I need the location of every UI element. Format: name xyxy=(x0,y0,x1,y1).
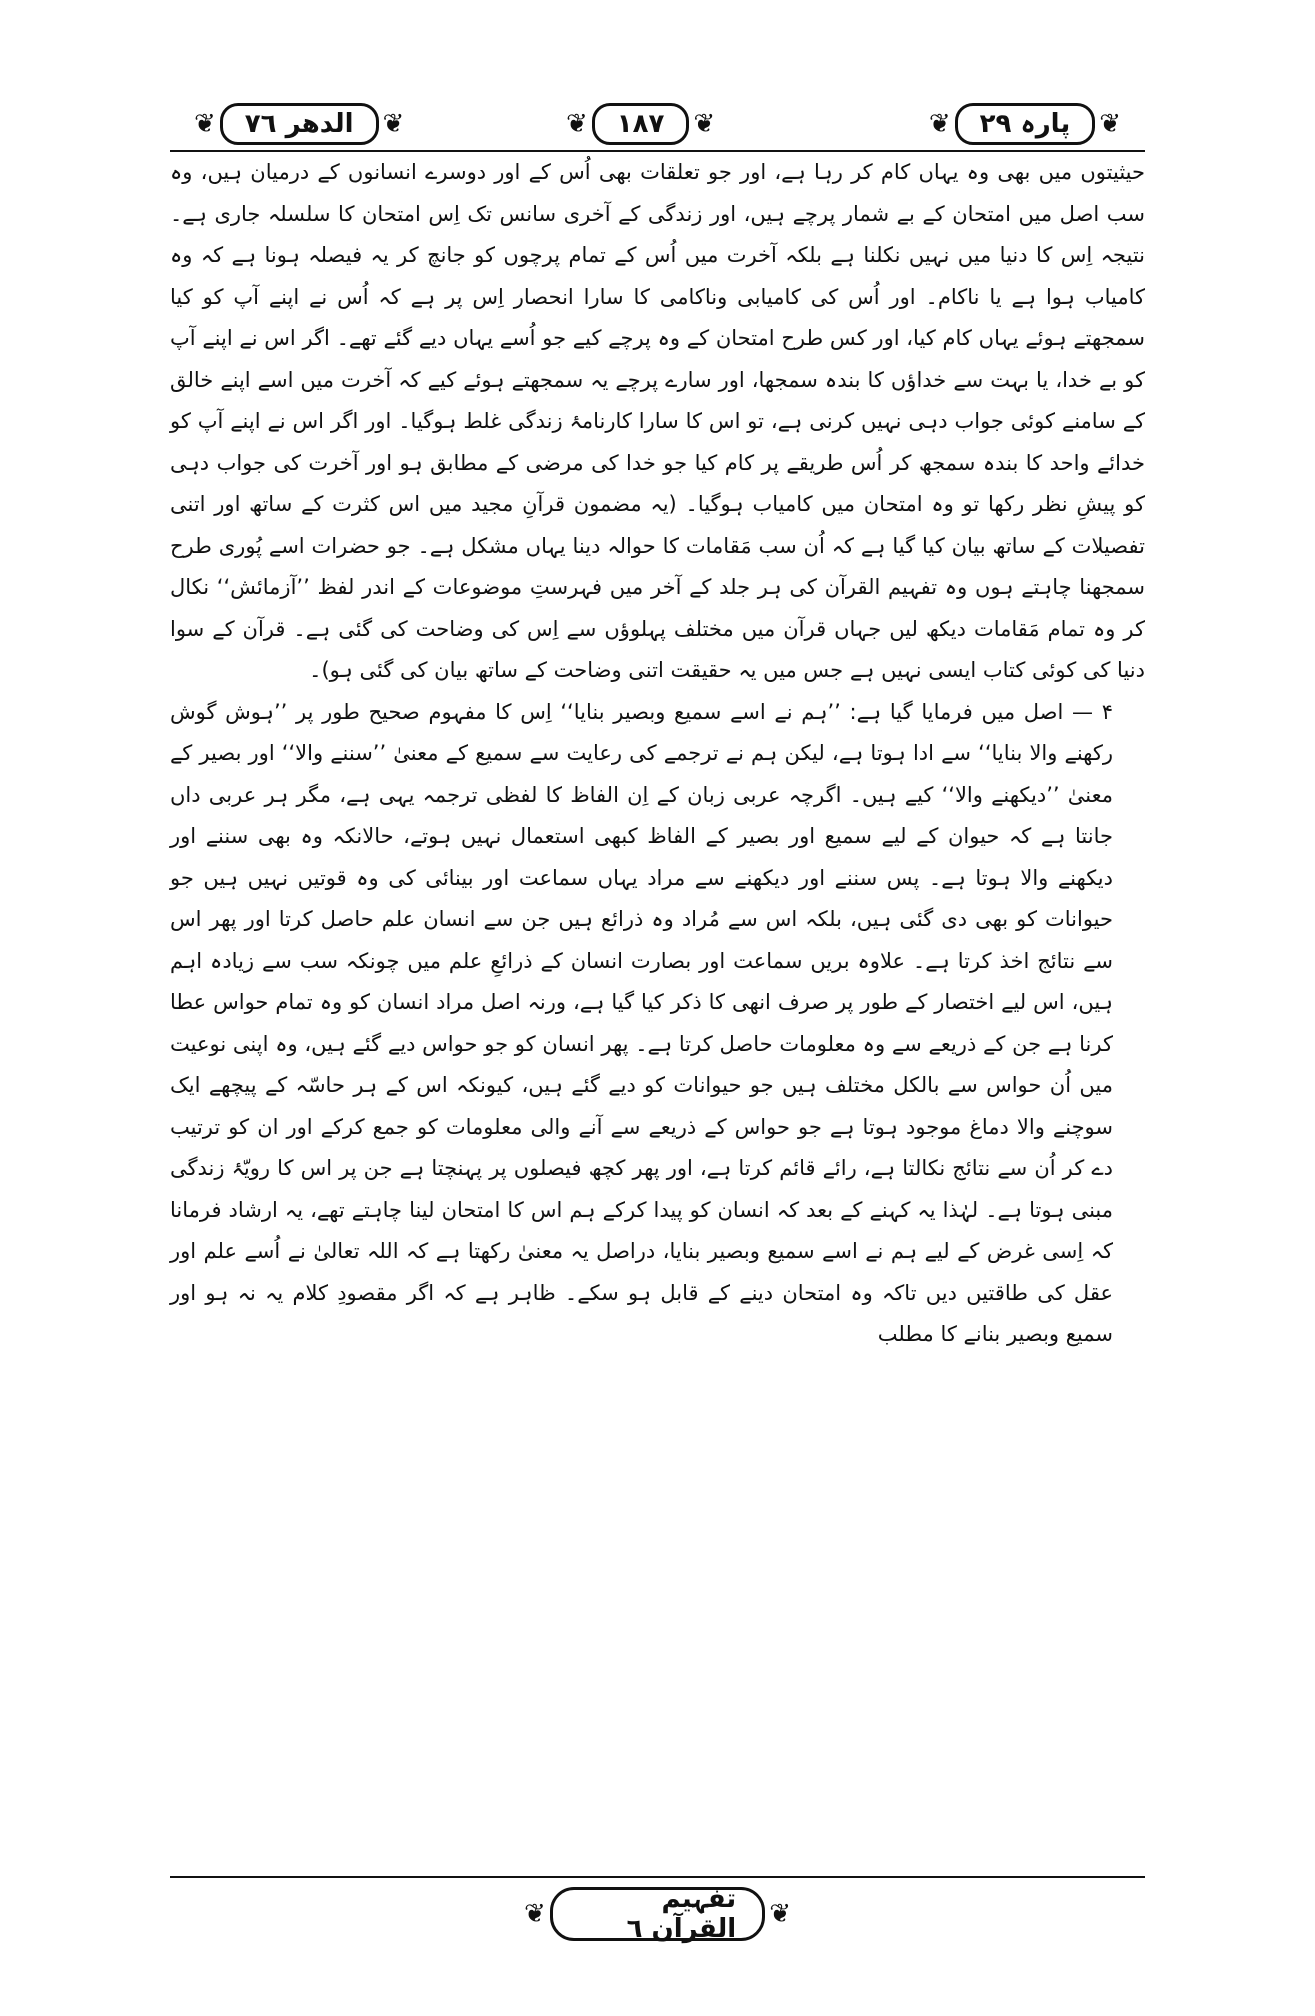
surah-label-box xyxy=(190,104,408,144)
paragraph-2: ۴ — اصل میں فرمایا گیا ہے: ’’ہم نے اسے سمیع وبصیر بنایا‘‘ اِس کا مفہوم صحیح طور پر ’’ہوش گوش رکھنے والا بنایا‘‘ سے ادا ہوتا ہے، لیکن ہم نے ترجمے کی رعایت سے سمیع کے معنیٰ ’’سننے والا‘‘ اور بصیر کے معنیٰ ’’دیکھنے والا‘‘ کیے ہیں۔ اگرچہ عربی زبان کے اِن الفاظ کا لفظی ترجمہ یہی ہے، مگر ہر عربی داں جانتا ہے کہ حیوان کے لیے سمیع اور بصیر کے الفاظ کبھی استعمال نہیں ہوتے، حالانکہ وہ بھی سننے اور دیکھنے والا ہوتا ہے۔ پس سننے اور دیکھنے سے مراد یہاں سماعت اور بینائی کی وہ قوتیں نہیں ہیں جو حیوانات کو بھی دی گئی ہیں، بلکہ اس سے مُراد وہ ذرائع ہیں جن سے انسان علم حاصل کرتا اور پھر اس سے نتائج اخذ کرتا ہے۔ علاوہ بریں سماعت اور بصارت انسان کے ذرائعِ علم میں چونکہ سب سے زیادہ اہم ہیں، اس لیے اختصار کے طور پر صرف انھی کا ذکر کیا گیا ہے، ورنہ اصل مراد انسان کو وہ تمام حواس عطا کرنا ہے جن کے ذریعے سے وہ معلومات حاصل کرتا ہے۔ پھر انسان کو جو حواس دیے گئے ہیں، وہ اپنی نوعیت میں اُن حواس سے بالکل مختلف ہیں جو حیوانات کو دیے گئے ہیں، کیونکہ اس کے ہر حاسّہ کے پیچھے ایک سوچنے والا دماغ موجود ہوتا ہے جو حواس کے ذریعے سے آنے والی معلومات کو جمع کرکے اور ان کو ترتیب دے کر اُن سے نتائج نکالتا ہے، رائے قائم کرتا ہے، اور پھر کچھ فیصلوں پر پہنچتا ہے جن پر اس کا رویّۂ زندگی مبنی ہوتا ہے۔ لہٰذا یہ کہنے کے بعد کہ انسان کو پیدا کرکے ہم اس کا امتحان لینا چاہتے تھے، یہ ارشاد فرمانا کہ اِسی غرض کے لیے ہم نے اسے سمیع وبصیر بنایا، دراصل یہ معنیٰ رکھتا ہے کہ اللہ تعالیٰ نے اُسے علم اور عقل کی طاقتیں دیں تاکہ وہ امتحان دینے کے قابل ہو سکے۔ ظاہر ہے کہ اگر مقصودِ کلام یہ نہ ہو اور سمیع وبصیر بنانے کا مطلب xyxy=(170,699,1113,1346)
commentary-text xyxy=(170,152,1145,1356)
ornament-icon: ❦ xyxy=(566,109,588,139)
juz-label: پارہ ۲۹ xyxy=(979,109,1071,139)
ornament-icon: ❦ xyxy=(1099,109,1121,139)
surah-frame xyxy=(220,103,379,145)
book-title: تفہیم القرآن ٦ xyxy=(626,1884,737,1944)
ornament-icon: ❦ xyxy=(194,109,216,139)
juz-label-box xyxy=(925,104,1125,144)
surah-label: الدھر ۷٦ xyxy=(244,109,354,139)
footer-frame xyxy=(550,1884,765,1944)
ornament-icon: ❦ xyxy=(524,1899,546,1929)
page-number-frame xyxy=(592,103,690,145)
ornament-icon: ❦ xyxy=(928,109,951,139)
ornament-icon: ❦ xyxy=(382,109,405,139)
page-header xyxy=(170,104,1145,148)
paragraph-1: حیثیتوں میں بھی وہ یہاں کام کر رہا ہے، اور جو تعلقات بھی اُس کے اور دوسرے انسانوں کے درمیان ہیں، وہ سب اصل میں امتحان کے بے شمار پرچے ہیں، اور زندگی کے آخری سانس تک اِس امتحان کا سلسلہ جاری ہے۔ نتیجہ اِس کا دنیا میں نہیں نکلنا ہے بلکہ آخرت میں اُس کے تمام پرچوں کو جانچ کر یہ فیصلہ ہونا ہے کہ وہ کامیاب ہوا ہے یا ناکام۔ اور اُس کی کامیابی وناکامی کا سارا انحصار اِس پر ہے کہ اُس نے اپنے آپ کو کیا سمجھتے ہوئے یہاں کام کیا، اور کس طرح امتحان کے وہ پرچے کیے جو اُسے یہاں دیے گئے تھے۔ اگر اس نے اپنے آپ کو بے خدا، یا بہت سے خداؤں کا بندہ سمجھا، اور سارے پرچے یہ سمجھتے ہوئے کیے کہ آخرت میں اسے اپنے خالق کے سامنے کوئی جواب دہی نہیں کرنی ہے، تو اس کا سارا کارنامۂ زندگی غلط ہوگیا۔ اور اگر اس نے اپنے آپ کو خدائے واحد کا بندہ سمجھ کر اُس طریقے پر کام کیا جو خدا کی مرضی کے مطابق ہو اور آخرت کی جواب دہی کو پیشِ نظر رکھا تو وہ امتحان میں کامیاب ہوگیا۔ (یہ مضمون قرآنِ مجید میں اس کثرت کے ساتھ اور اتنی تفصیلات کے ساتھ بیان کیا گیا ہے کہ اُن سب مَقامات کا حوالہ دینا یہاں مشکل ہے۔ جو حضرات اسے پُوری طرح سمجھنا چاہتے ہوں وہ تفہیم القرآن کی ہر جلد کے آخر میں فہرستِ موضوعات کے اندر لفظ ’’آزمائش‘‘ نکال کر وہ تمام مَقامات دیکھ لیں جہاں قرآن میں مختلف پہلوؤں سے اِس کی وضاحت کی گئی ہے۔ قرآن کے سوا دنیا کی کوئی کتاب ایسی نہیں ہے جس میں یہ حقیقت اتنی وضاحت کے ساتھ بیان کی گئی ہو)۔ xyxy=(170,160,1145,682)
page-number-box xyxy=(562,104,719,144)
juz-frame xyxy=(955,103,1096,145)
footer-rule xyxy=(170,1876,1145,1878)
page-footer xyxy=(520,1884,795,1944)
ornament-icon: ❦ xyxy=(693,109,716,139)
ornament-icon: ❦ xyxy=(769,1899,791,1929)
page-number: ۱۸۷ xyxy=(616,109,665,139)
